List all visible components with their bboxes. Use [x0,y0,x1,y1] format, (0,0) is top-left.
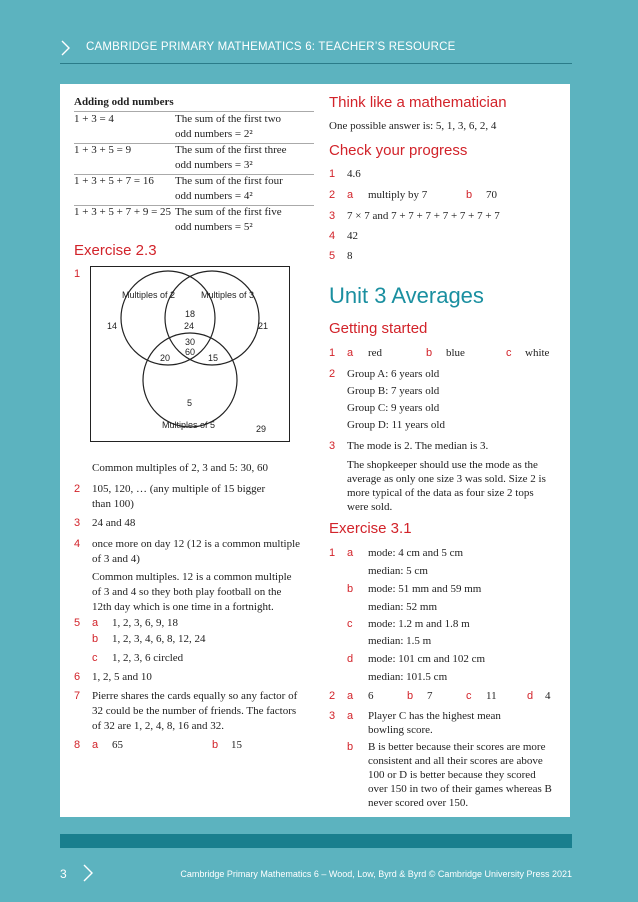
part-label: c [466,690,472,702]
venn-diagram [90,266,290,442]
q5b-text: 1, 2, 3, 4, 6, 8, 12, 24 [112,633,206,645]
value-15: 15 [208,353,219,363]
question-number: 5 [74,617,81,629]
e1c-median: median: 1.5 m [368,635,432,647]
question-number: 4 [329,230,336,242]
label-multiples-of-3: Multiples of 3 [201,290,255,300]
value-5: 5 [187,398,193,408]
part-label: b [212,739,219,751]
circle-multiples-of-2 [121,271,215,365]
q8b-text: 15 [231,739,242,751]
part-label: a [347,347,354,359]
e2c-text: 11 [486,690,497,702]
question-number: 3 [329,710,336,722]
odd-sum-4: 1 + 3 + 5 + 7 + 9 = 25 [74,206,172,218]
value-21: 21 [258,321,269,331]
e3b-line3: 100 or D is better because they scored [368,769,536,781]
g3-text: The mode is 2. The median is 3. [347,440,489,452]
label-multiples-of-2: Multiples of 2 [122,290,176,300]
e1a-median: median: 5 cm [368,565,428,577]
g3-para1: The shopkeeper should use the mode as the [347,459,538,471]
question-number: 6 [74,671,81,683]
header-title: CAMBRIDGE PRIMARY MATHEMATICS 6: TEACHER’S RESOURCE [86,41,456,53]
question-number: 2 [74,483,81,495]
q8a-text: 65 [112,739,123,751]
part-label: a [347,189,354,201]
unit-title: Unit 3 Averages [329,283,484,308]
value-24: 24 [184,321,195,331]
part-label: a [347,547,354,559]
g3-para4: were sold. [347,501,393,513]
odd-sum-1: 1 + 3 = 4 [74,113,114,125]
odd-desc-3a: The sum of the first four [175,175,283,187]
think-title: Think like a mathematician [329,94,507,111]
q7-line1: Pierre shares the cards equally so any factor of [92,690,298,702]
value-14: 14 [107,321,118,331]
exercise-3-1-title: Exercise 3.1 [329,520,412,537]
odd-desc-2a: The sum of the first three [175,144,287,156]
odd-desc-1a: The sum of the first two [175,113,282,125]
c3-text: 7 × 7 and 7 + 7 + 7 + 7 + 7 + 7 + 7 [347,210,500,222]
question-number: 3 [329,440,336,452]
footer-bar [60,834,572,848]
odd-sum-2: 1 + 3 + 5 = 9 [74,144,132,156]
q2-line2: than 100) [92,498,134,510]
q1-text: Common multiples of 2, 3 and 5: 30, 60 [92,462,268,474]
part-label: b [347,741,354,753]
q4-line1: once more on day 12 (12 is a common multiple [92,538,301,550]
e1d-mode: mode: 101 cm and 102 cm [368,653,486,665]
c4-text: 42 [347,230,358,242]
g2c-text: Group C: 9 years old [347,402,440,414]
part-label: a [92,739,99,751]
value-30: 30 [185,337,196,347]
c2a-text: multiply by 7 [368,189,428,201]
g3-para2: average as only one size 3 was sold. Size 2 is [347,473,546,485]
e1a-mode: mode: 4 cm and 5 cm [368,547,464,559]
question-number: 1 [329,168,336,180]
footer-citation: Cambridge Primary Mathematics 6 – Wood, Low, Byrd & Byrd © Cambridge University Press 2021 [180,869,572,879]
g3-para3: more typical of the data as four size 2 tops [347,487,534,499]
odd-desc-4b: odd numbers = 5² [175,221,253,233]
c5-text: 8 [347,250,353,262]
q4-para3: 12th day which is one time in a fortnight. [92,601,274,613]
q2-line1: 105, 120, … (any multiple of 15 bigger [92,483,266,495]
circle-multiples-of-3 [165,271,259,365]
q4-line2: of 3 and 4) [92,553,140,565]
header-divider [60,63,572,64]
e1b-mode: mode: 51 mm and 59 mm [368,583,482,595]
part-label: a [347,690,354,702]
q5c-text: 1, 2, 3, 6 circled [112,652,184,664]
odd-sum-3: 1 + 3 + 5 + 7 = 16 [74,175,154,187]
q3-text: 24 and 48 [92,517,136,529]
e2b-text: 7 [427,690,433,702]
e3b-line5: never scored over 150. [368,797,469,809]
question-number: 3 [74,517,81,529]
question-number: 3 [329,210,336,222]
q7-line3: of 32 are 1, 2, 4, 8, 16 and 32. [92,720,224,732]
part-label: b [407,690,414,702]
e1b-median: median: 52 mm [368,601,438,613]
odd-numbers-heading: Adding odd numbers [74,96,174,108]
e3b-line2: consistent and all their scores are above [368,755,543,767]
page-number: 3 [60,867,67,881]
question-number: 2 [329,189,336,201]
question-number: 4 [74,538,81,550]
think-text: One possible answer is: 5, 1, 3, 6, 2, 4 [329,120,497,132]
question-number: 5 [329,250,336,262]
c2b-text: 70 [486,189,497,201]
q4-para1: Common multiples. 12 is a common multiple [92,571,292,583]
e1c-mode: mode: 1.2 m and 1.8 m [368,618,470,630]
g2a-text: Group A: 6 years old [347,368,440,380]
part-label: d [347,653,354,665]
value-18: 18 [185,309,196,319]
odd-desc-4a: The sum of the first five [175,206,282,218]
odd-desc-2b: odd numbers = 3² [175,159,253,171]
part-label: b [92,633,99,645]
chevron-right-icon [80,864,96,882]
check-progress-title: Check your progress [329,142,468,159]
label-multiples-of-5: Multiples of 5 [162,420,216,430]
part-label: c [92,652,98,664]
e2a-text: 6 [368,690,374,702]
question-number: 1 [74,268,81,280]
part-label: c [506,347,512,359]
g1b-text: blue [446,347,465,359]
g1a-text: red [368,347,383,359]
part-label: b [466,189,473,201]
question-number: 2 [329,368,336,380]
part-label: a [347,710,354,722]
g2d-text: Group D: 11 years old [347,419,445,431]
q4-para2: of 3 and 4 so they both play football on the [92,586,282,598]
part-label: b [426,347,433,359]
q7-line2: 32 could be the number of friends. The factors [92,705,297,717]
value-20: 20 [160,353,171,363]
e3a-line1: Player C has the highest mean [368,710,501,722]
g1c-text: white [525,347,550,359]
part-label: c [347,618,353,630]
g2b-text: Group B: 7 years old [347,385,440,397]
question-number: 8 [74,739,81,751]
e2d-text: 4 [545,690,551,702]
q6-text: 1, 2, 5 and 10 [92,671,152,683]
chevron-right-icon [58,40,74,56]
exercise-2-3-title: Exercise 2.3 [74,242,157,259]
e1d-median: median: 101.5 cm [368,671,448,683]
odd-desc-1b: odd numbers = 2² [175,128,253,140]
part-label: d [527,690,534,702]
getting-started-title: Getting started [329,320,428,337]
e3a-line2: bowling score. [368,724,433,736]
c1-text: 4.6 [347,168,361,180]
question-number: 1 [329,547,336,559]
q5a-text: 1, 2, 3, 6, 9, 18 [112,617,178,629]
odd-desc-3b: odd numbers = 4² [175,190,253,202]
part-label: a [92,617,99,629]
question-number: 7 [74,690,81,702]
value-60: 60 [185,347,196,357]
question-number: 2 [329,690,336,702]
part-label: b [347,583,354,595]
question-number: 1 [329,347,336,359]
value-29: 29 [256,424,267,434]
e3b-line1: B is better because their scores are more [368,741,546,753]
e3b-line4: over 150 in two of their games whereas B [368,783,552,795]
